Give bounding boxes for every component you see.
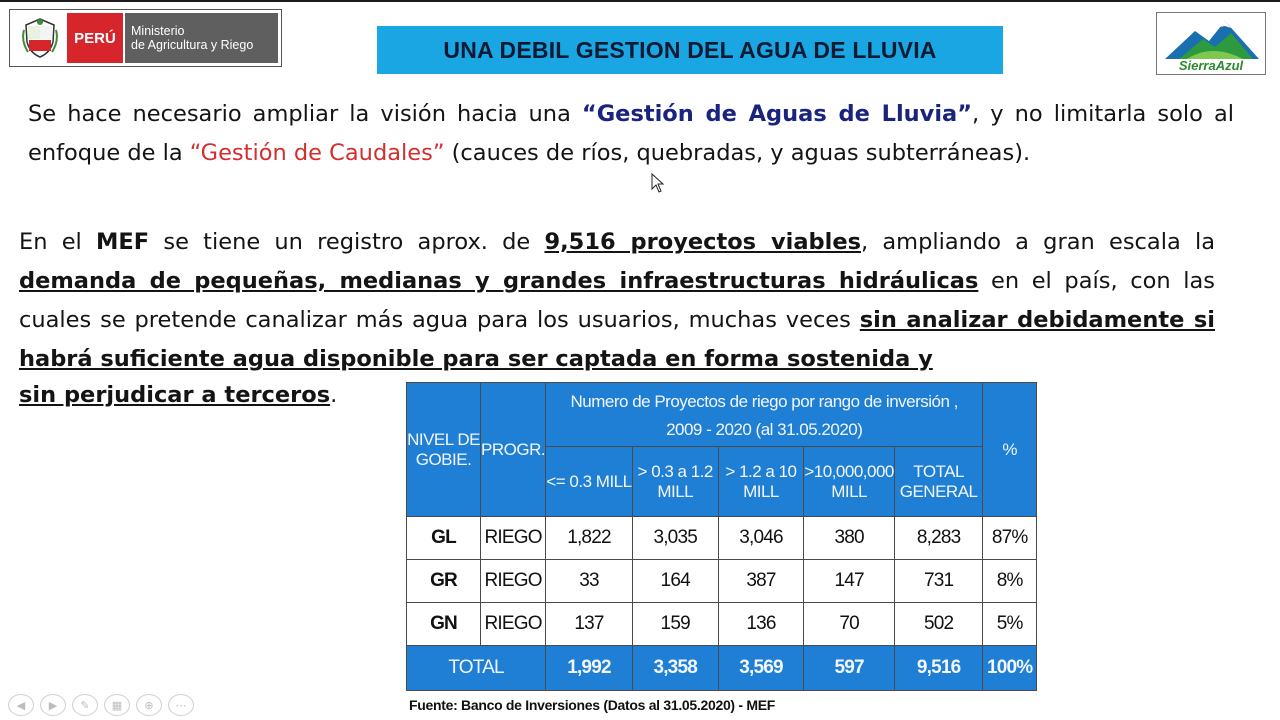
- total-row: [407, 646, 1037, 691]
- cell-program: RIEGO: [481, 560, 546, 603]
- header-col-2: > 0.3 a 1.2 MILL: [632, 447, 718, 517]
- cell-total: 502: [894, 603, 982, 646]
- previous-icon[interactable]: ◀: [8, 694, 34, 716]
- zoom-icon[interactable]: ⊕: [136, 694, 162, 716]
- table-row: [407, 560, 1037, 603]
- cell-value: 159: [632, 603, 718, 646]
- projects-table: [406, 382, 1037, 691]
- ministry-name: [123, 13, 278, 63]
- total-percent: 100%: [983, 646, 1037, 691]
- p1-text-c: , y no limitarla solo al enfoque de la: [28, 101, 1234, 166]
- cell-total: 8,283: [894, 517, 982, 560]
- cell-value: 387: [718, 560, 804, 603]
- presentation-toolbar: [8, 694, 194, 716]
- header-group-line1: Numero de Proyectos de riego por rango de inversión ,: [570, 391, 958, 411]
- intro-paragraph: [28, 95, 1234, 173]
- p2-text-c: se tiene un registro aprox. de: [149, 229, 545, 255]
- cell-level: GL: [407, 517, 481, 560]
- ministry-logo: [9, 9, 282, 67]
- p2-demand: demanda de pequeñas, medianas y grandes infraestructuras hidráulicas: [19, 268, 979, 294]
- next-icon[interactable]: ▶: [40, 694, 66, 716]
- pen-icon[interactable]: ✎: [72, 694, 98, 716]
- total-label: TOTAL: [407, 646, 546, 691]
- total-general: 9,516: [894, 646, 982, 691]
- p2-text-a: En el: [19, 229, 97, 255]
- header-col-3: > 1.2 a 10 MILL: [718, 447, 804, 517]
- p1-text-e: (cauces de ríos, quebradas, y aguas subterráneas).: [444, 140, 1031, 166]
- slides-icon[interactable]: ▦: [104, 694, 130, 716]
- cell-value: 147: [804, 560, 895, 603]
- total-value: 597: [804, 646, 895, 691]
- header-percent: %: [983, 383, 1037, 517]
- cell-value: 164: [632, 560, 718, 603]
- cell-value: 3,035: [632, 517, 718, 560]
- cell-value: 3,046: [718, 517, 804, 560]
- cell-program: RIEGO: [481, 517, 546, 560]
- p2-text-e: , ampliando a gran escala la: [861, 229, 1215, 255]
- sierra-azul-logo: [1156, 12, 1266, 75]
- cell-percent: 5%: [983, 603, 1037, 646]
- cell-program: RIEGO: [481, 603, 546, 646]
- p1-highlight-rainwater: “Gestión de Aguas de Lluvia”: [581, 101, 973, 127]
- peru-label: PERÚ: [67, 13, 123, 63]
- slide-title: UNA DEBIL GESTION DEL AGUA DE LLUVIA: [443, 36, 937, 63]
- total-value: 3,358: [632, 646, 718, 691]
- cell-percent: 87%: [983, 517, 1037, 560]
- coat-of-arms-icon: [13, 13, 67, 63]
- cell-level: GN: [407, 603, 481, 646]
- p1-highlight-flows: “Gestión de Caudales”: [189, 140, 445, 166]
- cell-value: 136: [718, 603, 804, 646]
- header-col-4: >10,000,000 MILL: [804, 447, 895, 517]
- table-row: [407, 603, 1037, 646]
- cell-value: 380: [804, 517, 895, 560]
- mef-paragraph: [19, 223, 1215, 379]
- header-level: NIVEL DE GOBIE.: [407, 383, 481, 517]
- header-col-total: TOTAL GENERAL: [894, 447, 982, 517]
- cell-level: GR: [407, 560, 481, 603]
- cell-percent: 8%: [983, 560, 1037, 603]
- header-group: [546, 383, 983, 447]
- p2-text-g: en el país, con las cuales se pretende canalizar más agua para los usuarios, muchas veces: [19, 268, 1216, 333]
- p2-warning: sin analizar debidamente si habrá suficiente agua disponible para ser captada en forma sostenida y: [19, 307, 1215, 372]
- cell-value: 137: [546, 603, 633, 646]
- p1-text-a: Se hace necesario ampliar la visión hacia una: [28, 101, 582, 127]
- more-icon[interactable]: ⋯: [168, 694, 194, 716]
- table-row: [407, 517, 1037, 560]
- cell-value: 1,822: [546, 517, 633, 560]
- p2-mef: MEF: [96, 229, 150, 255]
- mouse-cursor-icon: [651, 173, 665, 193]
- header-col-1: <= 0.3 MILL: [546, 447, 633, 517]
- p2-projects-count: 9,516 proyectos viables: [544, 229, 861, 255]
- ministry-line-2: de Agricultura y Riego: [131, 38, 254, 52]
- sierra-azul-brand: SierraAzul: [1178, 58, 1244, 73]
- cell-value: 33: [546, 560, 633, 603]
- total-value: 1,992: [546, 646, 633, 691]
- top-border: [0, 0, 1280, 2]
- mountain-icon: [1157, 13, 1266, 63]
- cell-total: 731: [894, 560, 982, 603]
- header-group-line2: 2009 - 2020 (al 31.05.2020): [666, 419, 863, 439]
- mef-paragraph-end: [19, 376, 337, 415]
- ministry-line-1: Ministerio: [131, 24, 185, 38]
- total-value: 3,569: [718, 646, 804, 691]
- p2-third-parties: sin perjudicar a terceros: [19, 382, 331, 408]
- header-program: PROGR.: [481, 383, 546, 517]
- source-note: Fuente: Banco de Inversiones (Datos al 31.05.2020) - MEF: [409, 697, 775, 713]
- cell-value: 70: [804, 603, 895, 646]
- title-banner: [377, 26, 1003, 74]
- p2-period: .: [330, 382, 338, 408]
